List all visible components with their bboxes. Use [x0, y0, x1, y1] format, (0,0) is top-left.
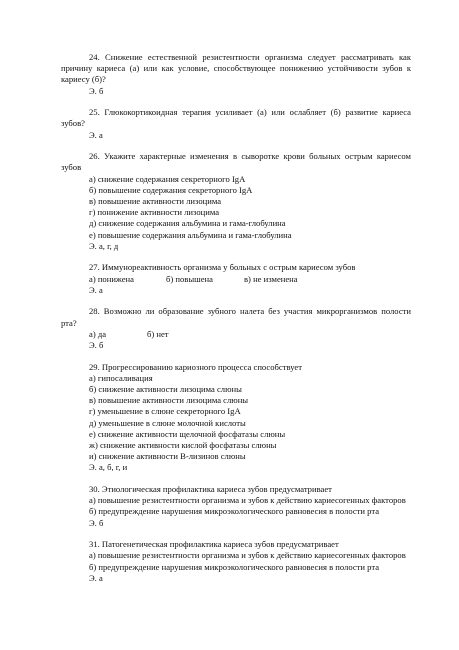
- answer-key: Э. а: [89, 129, 103, 140]
- option: е) снижение активности щелочной фосфатазы слюны: [89, 428, 286, 439]
- question-text: 31. Патогенетическая профилактика кариеса зубов предусматривает: [89, 539, 339, 550]
- option: г) понижение активности лизоцима: [89, 207, 220, 218]
- option: а) гипосаливация: [89, 372, 153, 383]
- option: а) снижение содержания секреторного IgA: [89, 173, 246, 184]
- option: б) предупреждение нарушения микроэкологического равновесия в полости рта: [89, 506, 380, 517]
- question-28: [61, 306, 411, 351]
- answer-key: Э. б: [89, 517, 104, 528]
- option: в) не изменена: [244, 273, 298, 284]
- question-text: 25. Глюкокортикоидная терапия усиливает (а) или ослабляет (б) развитие кариеса зубов?: [61, 107, 411, 129]
- question-25: [61, 107, 411, 141]
- question-text: 24. Снижение естественной резистентности организма следует рассматривать как причину кариеса (а) или как условие, способствующее понижению устойчивости зубов к кариесу (б)?: [61, 52, 411, 85]
- option: а) повышение резистентности организма и зубов к действию кариесогенных факторов: [89, 495, 406, 506]
- option: г) уменьшение в слюне секреторного IgA: [89, 406, 241, 417]
- option: б) нет: [147, 328, 169, 339]
- option: в) повышение активности лизоцима слюны: [89, 395, 249, 406]
- option-row: [61, 329, 411, 340]
- option: а) да: [89, 328, 107, 339]
- answer-key: Э. а, б, г, и: [89, 462, 128, 473]
- question-text: 26. Укажите характерные изменения в сыворотке крови больных острым кариесом зубов: [61, 151, 411, 173]
- option: в) повышение активности лизоцима: [89, 196, 222, 207]
- option: д) уменьшение в слюне молочной кислоты: [89, 417, 246, 428]
- question-26: [61, 151, 411, 252]
- option: б) предупреждение нарушения микроэкологического равновесия в полости рта: [89, 561, 380, 572]
- answer-key: Э. б: [89, 85, 104, 96]
- question-text: 30. Этиологическая профилактика кариеса зубов предусматривает: [89, 484, 332, 495]
- question-text: 29. Прогрессированию кариозного процесса способствует: [89, 361, 302, 372]
- answer-key: Э. б: [89, 340, 104, 351]
- answer-key: Э. а: [89, 284, 103, 295]
- option: а) понижена: [89, 273, 134, 284]
- option: д) снижение содержания альбумина и гама-глобулина: [89, 218, 286, 229]
- option: и) снижение активности В-лизинов слюны: [89, 451, 246, 462]
- question-31: [61, 539, 411, 584]
- question-text: 27. Иммунореактивность организма у больных с острым кариесом зубов: [89, 262, 356, 273]
- answer-key: Э. а: [89, 572, 103, 583]
- option: е) повышение содержания альбумина и гама-глобулина: [89, 229, 292, 240]
- question-29: [61, 362, 411, 474]
- question-27: [61, 262, 411, 296]
- option-row: [61, 274, 411, 285]
- question-list: [61, 52, 411, 594]
- option: б) повышена: [166, 273, 213, 284]
- answer-key: Э. а, г, д: [89, 240, 119, 251]
- question-text: 28. Возможно ли образование зубного налета без участия микрорганизмов полости рта?: [61, 306, 411, 328]
- option: б) снижение активности лизоцима слюны: [89, 384, 242, 395]
- question-24: [61, 52, 411, 97]
- option: а) повышение резистентности организма и зубов к действию кариесогенных факторов: [89, 550, 406, 561]
- question-30: [61, 484, 411, 529]
- option: б) повышение содержания секреторного IgA: [89, 184, 253, 195]
- option: ж) снижение активности кислой фосфатазы слюны: [89, 440, 277, 451]
